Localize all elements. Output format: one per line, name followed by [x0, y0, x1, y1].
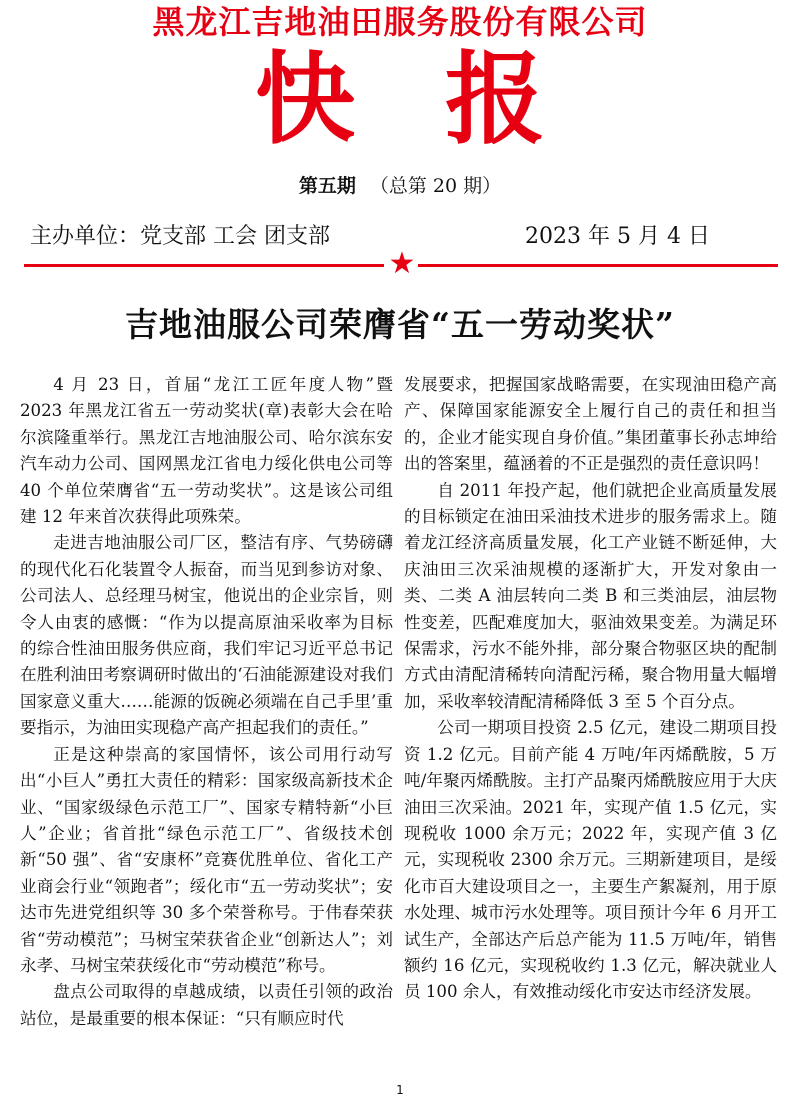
issue-number: 第五期 — [298, 175, 356, 197]
paragraph: 正是这种崇高的家国情怀，该公司用行动写出“小巨人”勇扛大责任的精彩：国家级高新技术企业、“国家级绿色示范工厂”、国家专精特新“小巨人”企业；省首批“绿色示范工厂”、省级技术创新“50 强”、省“安康杯”竞赛优胜单位、省化工产业商会行业“领跑者”；绥化市“五一劳动奖状”；安达市先进党组织等 30 多个荣誉称号。于伟春荣获省“劳动模范”；马树宝荣获省企业“创新达人”；刘永孝、马树宝荣获绥化市“劳动模范”称号。 — [20, 744, 393, 975]
divider-line-left — [24, 264, 384, 267]
issue-line — [0, 172, 800, 200]
paragraph: 自 2011 年投产起，他们就把企业高质量发展的目标锁定在油田采油技术进步的服务需求上。随着龙江经济高质量发展，化工产业链不断延伸，大庆油田三次采油规模的逐渐扩大，开发对象由一类、二类 A 油层转向二类 B 和三类油层，油层物性变差，匹配难度加大，驱油效果变差。为满足环保需求，污水不能外排，部分聚合物驱区块的配制方式由清配清稀转向清配污稀，聚合物用量大幅增加，采收率较清配清稀降低 3 至 5 个百分点。 — [404, 480, 777, 711]
paragraph: 走进吉地油服公司厂区，整洁有序、气势磅礴的现代化石化装置令人振奋，而当见到参访对象、公司法人、总经理马树宝，他说出的企业宗旨，则令人由衷的感慨：“作为以提高原油采收率为目标的综合性油田服务供应商，我们牢记习近平总书记在胜利油田考察调研时做出的‘石油能源建设对我们国家意义重大……能源的饭碗必须端在自己手里’重要指示，为油田实现稳产高产担起我们的责任。” — [20, 533, 393, 738]
company-name: 黑龙江吉地油田服务股份有限公司 — [152, 3, 648, 41]
star-icon: ★ — [388, 246, 416, 281]
page-number: 1 — [396, 1083, 404, 1097]
issue-total: （总第 20 期） — [369, 175, 502, 197]
article-column-left — [20, 372, 393, 1032]
article-headline: 吉地油服公司荣膺省“五一劳动奖状” — [125, 305, 675, 344]
divider-line-right — [418, 264, 778, 267]
paragraph: 盘点公司取得的卓越成绩，以责任引领的政治站位，是最重要的根本保证：“只有顺应时代 — [20, 982, 393, 1028]
paragraph-continuation: 发展要求，把握国家战略需要，在实现油田稳产高产、保障国家能源安全上履行自己的责任和担当的，企业才能实现自身价值。”集团董事长孙志坤给出的答案里，蕴涵着的不正是强烈的责任意识吗！ — [404, 375, 777, 474]
sponsor-line: 主办单位：党支部 工会 团支部 — [30, 224, 330, 249]
publish-date: 2023 年 5 月 4 日 — [525, 224, 710, 249]
masthead-title: 快报 — [255, 41, 635, 158]
paragraph: 公司一期项目投资 2.5 亿元，建设二期项目投资 1.2 亿元。目前产能 4 万吨/年丙烯酰胺，5 万吨/年聚丙烯酰胺。主打产品聚丙烯酰胺应用于大庆油田三次采油。2021 年，实现产值 1.5 亿元，实现税收 1000 余万元；2022 年，实现产值 3 亿元，实现税收 2300 余万元。三期新建项目，是绥化市百大建设项目之一，主要生产絮凝剂，用于原水处理、城市污水处理等。项目预计今年 6 月开工试生产，全部达产后总产能为 11.5 万吨/年，销售额约 16 亿元，实现税收约 1.3 亿元，解决就业人员 100 余人，有效推动绥化市安达市经济发展。 — [404, 718, 777, 1002]
article-column-right — [404, 372, 777, 1006]
paragraph: 4 月 23 日，首届“龙江工匠年度人物”暨 2023 年黑龙江省五一劳动奖状(章)表彰大会在哈尔滨隆重举行。黑龙江吉地油服公司、哈尔滨东安汽车动力公司、国网黑龙江省电力绥化供电公司等 40 个单位荣膺省“五一劳动奖状”。这是该公司组建 12 年来首次获得此项殊荣。 — [20, 375, 393, 527]
